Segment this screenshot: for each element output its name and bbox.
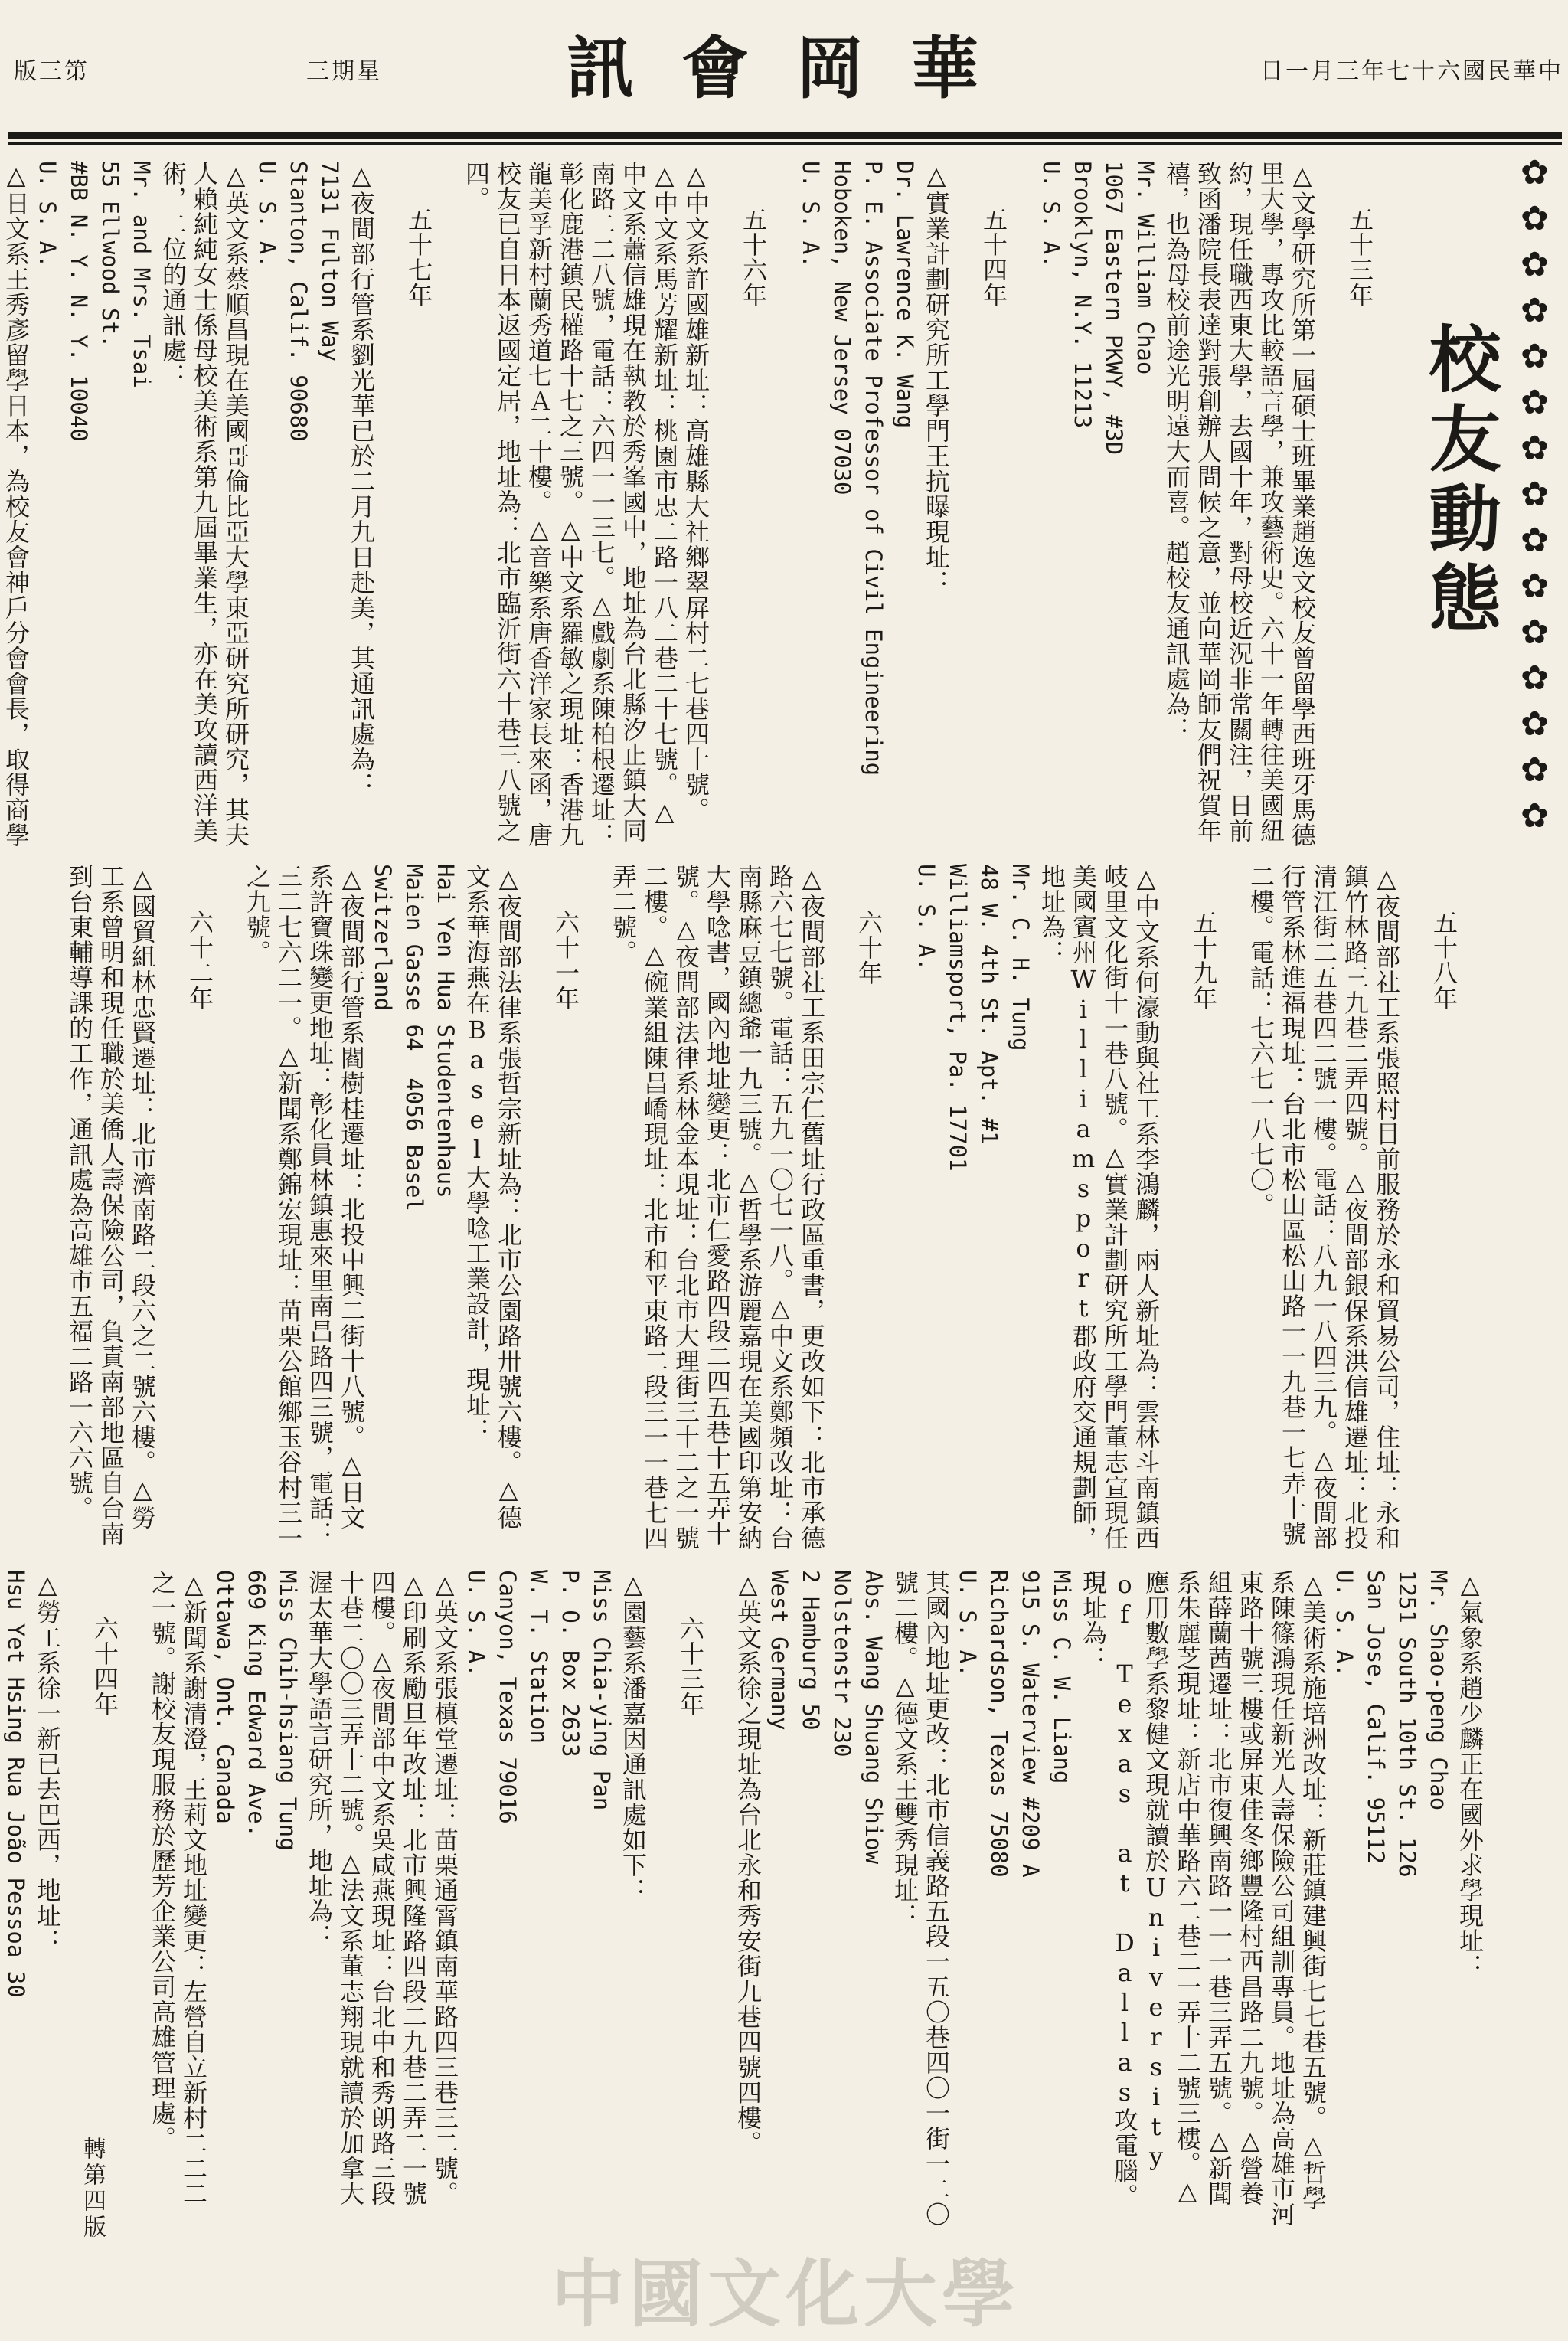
flower-ornament-icon	[1516, 659, 1559, 701]
entry-text: △中文系何濠動與社工系李鴻麟，兩人新址為：雲林斗南鎮西岐里文化街十一巷八號。△實業計劃研究所工學門董志宣現任美國賓州Williamsport郡政府交通規劃師，地址為：	[1037, 864, 1161, 1551]
publication-date: 日一月三年七十六國民華中	[1260, 58, 1563, 85]
flower-ornament-icon	[1516, 475, 1559, 518]
class-year-heading: 五十七年	[404, 207, 433, 308]
alumni-entry	[1245, 864, 1485, 1553]
entry-text: △夜間部行管系劉光華已於二月九日赴美，其通訊處為：	[347, 161, 376, 797]
flower-ornament-icon	[1516, 521, 1559, 564]
mailing-address: Mr. and Mrs. Tsai 55 Ellwood St. #BB N. Y. N. Y. 10040 U. S. A.	[34, 161, 155, 442]
entry-text: △夜間部行管系閻樹桂遷址：北投中興二街十八號。△日文系許寶珠變更地址：彰化員林鎮惠來里南昌路四三號，電話：三二七六二一。△新聞系鄭錦宏現址：苗栗公館鄉玉谷村三一之九號。	[243, 864, 366, 1551]
entry-text: △英文系徐之現址為台北永和秀安街九巷四號四樓。	[733, 1570, 763, 2156]
alumni-entry	[910, 864, 1245, 1553]
flower-ornament-icon	[1516, 429, 1559, 472]
masthead-rule-thin	[8, 142, 1562, 145]
mailing-address: Hsu Yet Hsing Rua João Pessoa 30	[3, 1570, 29, 1998]
alumni-entry	[763, 1570, 952, 2228]
alumni-entry	[1035, 161, 1401, 850]
entry-text: △夜間部社工系張照村目前服務於永和貿易公司，住址：永和鎮竹林路三九巷二弄四號。△夜間部銀保系洪信雄遷址：北投清江街二五巷四二號一樓。電話：八九一八四三九。△夜間部行管系林進福現址：台北市松山區松山路一一九巷一七弄十號二樓。電話：七六七一八七〇。	[1246, 864, 1401, 1551]
class-year-heading: 六十年	[854, 910, 884, 986]
alumni-entry	[732, 1570, 763, 2228]
class-year-heading: 六十四年	[90, 1616, 119, 1717]
entry-text: △美術系施培洲改址：新莊鎮建興街七七巷五號。△哲學系陳篠鴻現任新光人壽保險公司組訓專員。地址為高雄市河東路十號三樓或屏東佳冬鄉豐隆村西昌路二九號。△營養組薛蘭茜遷址：北市復興南路一一一巷三弄五號。△新聞系朱麗芝現址：新店中華路六二巷二一弄十二號三樓。△應用數學系黎健文現就讀於University of Texas at Dallas攻電腦。現址為：	[1079, 1570, 1328, 2227]
alumni-entry	[952, 1570, 1328, 2228]
flower-ornament-icon	[1516, 383, 1559, 426]
flower-ornament-icon	[1516, 796, 1559, 839]
mailing-address: Mr. C. H. Tung 48 W. 4th St. Apt. #1 Williamsport, Pa. 17701 U. S. A.	[913, 864, 1034, 1172]
mailing-address: Hai Yen Hua Studentenhaus Maien Gasse 64 4056 Basel Switzerland	[370, 864, 459, 1211]
class-year-heading: 五十八年	[1429, 910, 1459, 1011]
entry-text: 其國內地址更改：北市信義路五段一五〇巷四〇一街一二〇號二樓。△德文系王雙秀現址：	[890, 1570, 951, 2227]
mailing-address: Miss C. W. Liang 915 S. Waterview #209 A Richardson, Texas 75080 U. S. A.	[955, 1570, 1075, 1878]
entry-text: △園藝系潘嘉因通訊處如下：	[619, 1570, 648, 1903]
alumni-entry	[460, 1570, 732, 2228]
entry-text: △實業計劃研究所工學門王抗曝現址：	[922, 161, 951, 595]
newspaper-title: 訊會岡華	[567, 28, 1027, 108]
university-watermark: 中國文化大學	[551, 2251, 1020, 2337]
flower-ornament-icon	[1516, 199, 1559, 242]
entry-text: △勞工系徐一新已去巴西，地址：	[33, 1570, 62, 1954]
entry-text: △文學研究所第一屆碩士班畢業趙逸文校友曾留學西班牙馬德里大學，專攻比較語言學，兼攻藝術史。六十一年轉往美國紐約，現任職西東大學，去國十年，對母校近況非常關注，日前致函潘院長表達對張創辦人問候之意，並向華岡師友們祝賀年禧，也為母校前途光明遠大而喜。趙校友通訊處為：	[1162, 161, 1317, 848]
flower-ornament-icon	[1516, 153, 1559, 196]
alumni-entry	[795, 161, 1035, 850]
alumni-entry	[607, 864, 910, 1553]
flower-ornament-icon	[1516, 705, 1559, 747]
entry-text: △英文系張槙堂遷址：苗栗通霄鎮南華路四三巷三二號。△印刷系勵旦年改址：北市興隆路四段二九巷二弄二一號四樓。△夜間部中文系吳咸燕現址：台北中和秀朗路三段十巷二〇〇三弄十二號。△法文系董志翔現就讀於加拿大渥太華大學語言研究所，地址為：	[305, 1570, 459, 2206]
flower-ornament-icon	[1516, 750, 1559, 793]
entry-text: △夜間部社工系田宗仁舊址行政區重書，更改如下：北市承德路六七七號。電話：五九一〇七一八。△中文系鄭頻改址：台南縣麻豆鎮總爺一九三號。△哲學系游麗嘉現在美國印第安納大學唸書，國內地址變更：北市仁愛路四段二四五巷十五弄十號。△夜間部法律系林金本現址：台北市大理街三十二之一號二樓。△碗業組陳昌嶠現址：北市和平東路二段三一一巷七四弄二號。	[609, 864, 826, 1551]
mailing-address: Abs. Wang Shuang Shiow Nolstenstr 230 2 Hamburg 50 West Germany	[766, 1570, 887, 1865]
mailing-address: 7131 Fulton Way Stanton, Calif. 90680 U. S. A.	[254, 161, 343, 442]
mailing-address: Mr. Shao-peng Chao 1251 South 10th St. 126 San Jose, Calif. 95112 U. S. A.	[1331, 1570, 1452, 1878]
flower-ornament-icon	[1516, 613, 1559, 656]
entry-text: △英文系蔡順昌現在美國哥倫比亞大學東亞研究所研究，其夫人賴純純女士係母校美術系第九屆畢業生，亦在美攻讀西洋美術，二位的通訊處：	[158, 161, 250, 848]
entry-text: △氣象系趙少麟正在國外求學現址：	[1455, 1570, 1485, 1979]
article-band-middle	[61, 864, 1485, 1553]
issue-day-label: 三期星	[306, 58, 382, 85]
alumni-entry	[460, 161, 795, 850]
alumni-entry	[64, 864, 241, 1553]
mailing-address: Dr. Lawrence K. Wang P. E. Associate Professor of Civil Engineering Hoboken, New Jersey 07030 U. S. A.	[798, 161, 918, 777]
flower-ornament-icon	[1516, 291, 1559, 334]
alumni-entry	[0, 161, 31, 850]
mailing-address: Miss Chih-hsiang Tung 669 King Edward Ave. Ottawa, Ont. Canada	[212, 1570, 301, 1851]
section-title: 校友動態	[1416, 322, 1501, 640]
alumni-entry	[0, 1570, 146, 2228]
entry-text: △夜間部法律系張哲宗新址為：北市公園路卅號六樓。△德文系華海燕在Basel大學唸工業設計，現址：	[462, 864, 523, 1530]
alumni-entry	[31, 161, 251, 850]
masthead-rule	[8, 132, 1562, 139]
alumni-entry	[1328, 1570, 1485, 2228]
class-year-heading: 五十四年	[979, 207, 1008, 308]
alumni-entry	[241, 864, 367, 1553]
flower-ornament-icon	[1516, 245, 1559, 288]
class-year-heading: 六十一年	[551, 910, 580, 1011]
entry-text: △中文系許國雄新址：高雄縣大社鄉翠屏村二七巷四十號。△中文系馬芳耀新址：桃園市忠二路一八二巷二十七號。△中文系蕭信雄現在執教於秀峯國中，地址為台北縣汐止鎮大同南路二二八號，電話：六四一一三七。△戲劇系陳柏根遷址：彰化鹿港鎮民權路十七之三號。△中文系羅敏之現址：香港九龍美孚新村蘭秀道七Ａ二十樓。△音樂系唐香洋家長來函，唐校友已自日本返國定居，地址為：北市臨沂街六十巷三八號之四。	[462, 161, 710, 848]
alumni-entry	[251, 161, 460, 850]
entry-text: △國貿組林忠賢遷址：北市濟南路二段六之二號六樓。△勞工系曾明和現任職於美僑人壽保險公司，負責南部地區自台南到台東輔導課的工作，通訊處為高雄市五福二路一六六號。	[65, 864, 157, 1546]
flower-ornament-icon	[1516, 567, 1559, 610]
masthead	[0, 0, 1568, 145]
class-year-heading: 六十二年	[185, 910, 214, 1011]
class-year-heading: 五十六年	[739, 207, 768, 308]
article-band-top	[2, 161, 1401, 850]
entry-text: △日文系王秀彥留學日本，為校友會神戶分會會長，取得商學	[2, 161, 31, 848]
flower-ornament-icon	[1516, 337, 1559, 380]
alumni-entry	[209, 1570, 460, 2228]
alumni-entry	[146, 1570, 209, 2228]
class-year-heading: 五十三年	[1345, 207, 1374, 308]
article-band-bottom	[3, 1570, 1485, 2228]
entry-text: △新聞系謝清澄，王莉文地址變更：左營自立新村二二二之一號。謝校友現服務於歷芳企業公司高雄管理處。	[148, 1570, 208, 2206]
mailing-address: Mr. William Chao 1067 Eastern PKWY, #3D Brooklyn, N.Y. 11213 U. S. A.	[1038, 161, 1158, 456]
alumni-entry	[367, 864, 607, 1553]
continued-on-page-note: 轉第四版	[79, 2137, 106, 2241]
edition-label: 版三第	[14, 58, 90, 85]
mailing-address: Miss Chia-ying Pan P. O. Box 2633 W. T. Station Canyon, Texas 79016 U. S. A.	[463, 1570, 615, 1824]
class-year-heading: 五十九年	[1189, 910, 1218, 1011]
class-year-heading: 六十三年	[676, 1616, 705, 1717]
